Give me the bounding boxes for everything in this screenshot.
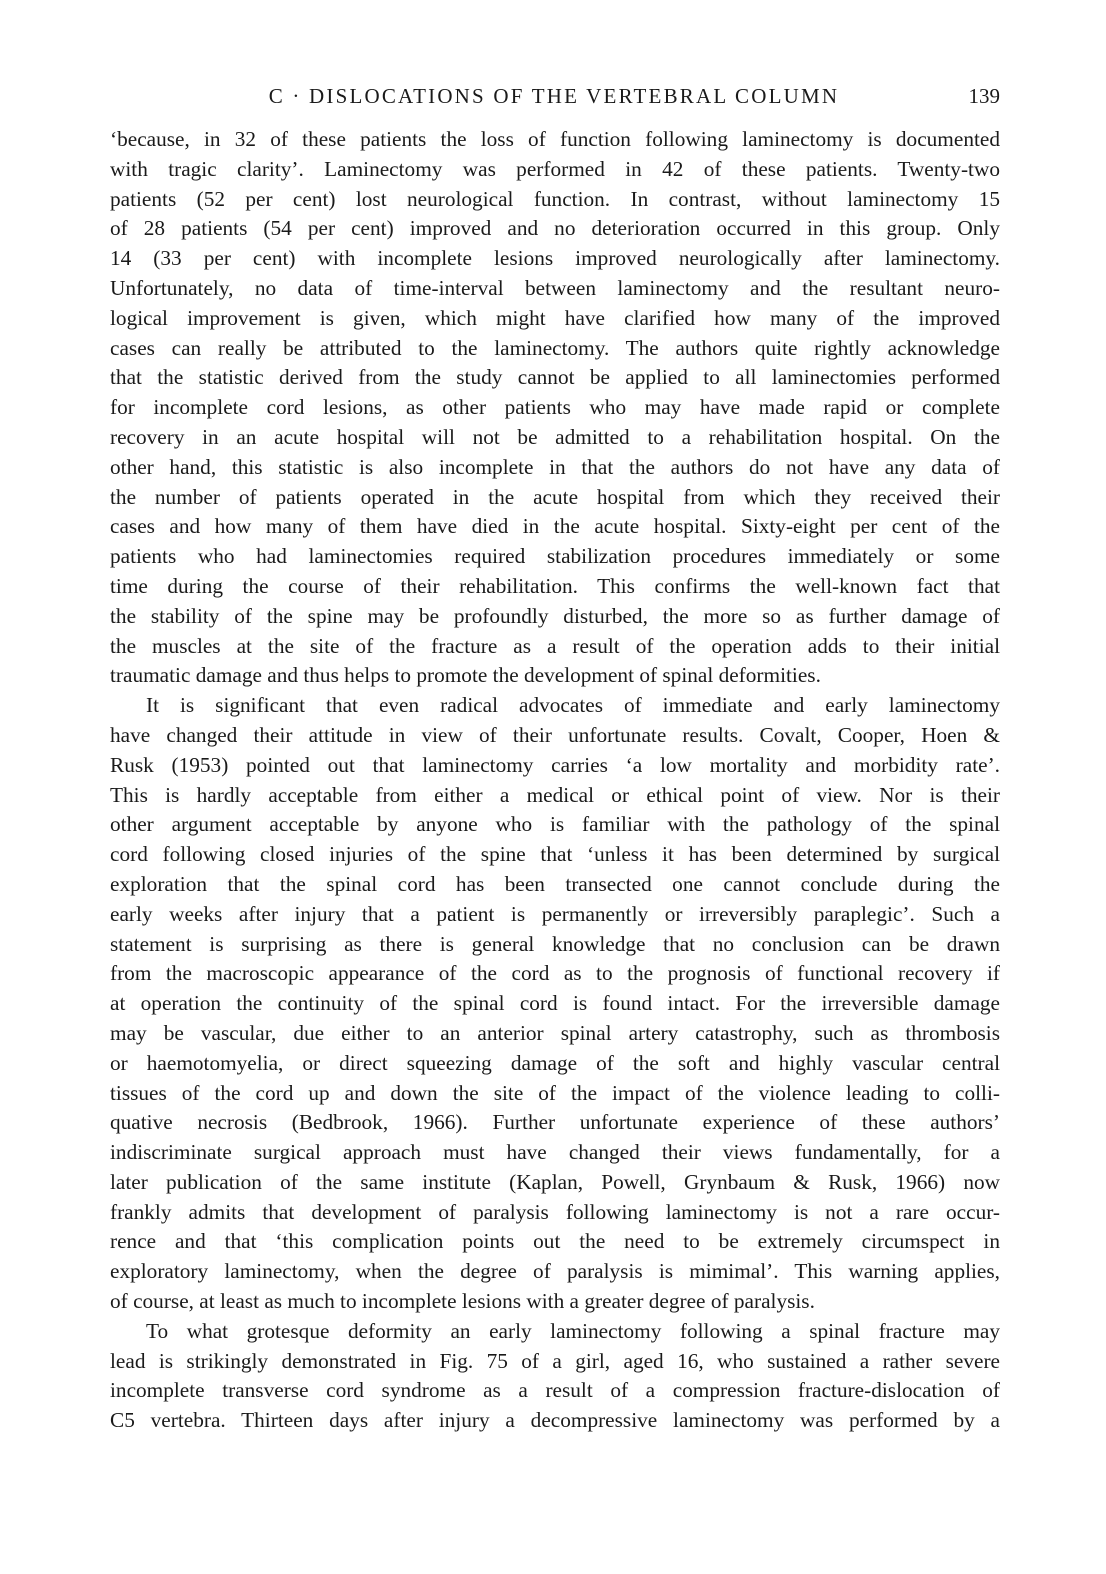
body-text — [110, 125, 1000, 1436]
text-line: logical improvement is given, which might have clarified how many of the improved — [110, 305, 1000, 330]
text-line: C5 vertebra. Thirteen days after injury a decompressive laminectomy was performed by a — [110, 1408, 1000, 1433]
paragraph — [110, 125, 1000, 691]
text-line: may be vascular, due either to an anterior spinal artery catastrophy, such as thrombosis — [110, 1020, 1000, 1045]
text-line: have changed their attitude in view of their unfortunate results. Covalt, Cooper, Hoen & — [110, 722, 1000, 747]
text-line: rence and that ‘this complication points out the need to be extremely circumspect in — [110, 1229, 1000, 1254]
text-line: later publication of the same institute (Kaplan, Powell, Grynbaum & Rusk, 1966) now — [110, 1169, 1000, 1194]
running-head — [108, 80, 1000, 112]
text-line: that the statistic derived from the study cannot be applied to all laminectomies performed — [110, 365, 1000, 390]
text-line: lead is strikingly demonstrated in Fig. 75 of a girl, aged 16, who sustained a rather severe — [110, 1348, 1000, 1373]
paragraph — [110, 691, 1000, 1317]
text-line: Rusk (1953) pointed out that laminectomy carries ‘a low mortality and morbidity rate’. — [110, 752, 1000, 777]
text-line: 14 (33 per cent) with incomplete lesions improved neurologically after laminectomy. — [110, 246, 1000, 271]
text-line: incomplete transverse cord syndrome as a result of a compression fracture-dislocation of — [110, 1378, 1000, 1403]
text-line: for incomplete cord lesions, as other patients who may have made rapid or complete — [110, 395, 1000, 420]
text-line: with tragic clarity’. Laminectomy was performed in 42 of these patients. Twenty-two — [110, 156, 1000, 181]
text-line: tissues of the cord up and down the site of the impact of the violence leading to colli- — [110, 1080, 1000, 1105]
text-line: early weeks after injury that a patient is permanently or irreversibly paraplegic’. Such a — [110, 901, 1000, 926]
text-line: statement is surprising as there is general knowledge that no conclusion can be drawn — [110, 931, 1000, 956]
text-line: other hand, this statistic is also incomplete in that the authors do not have any data of — [110, 454, 1000, 479]
text-line: cord following closed injuries of the spine that ‘unless it has been determined by surgical — [110, 842, 1000, 867]
text-line: other argument acceptable by anyone who is familiar with the pathology of the spinal — [110, 812, 1000, 837]
text-line: recovery in an acute hospital will not be admitted to a rehabilitation hospital. On the — [110, 424, 1000, 449]
text-line: patients who had laminectomies required stabilization procedures immediately or some — [110, 544, 1000, 569]
text-line: ‘because, in 32 of these patients the loss of function following laminectomy is documented — [110, 127, 1000, 151]
text-line: It is significant that even radical advocates of immediate and early laminectomy — [146, 693, 1000, 718]
text-line: This is hardly acceptable from either a medical or ethical point of view. Nor is their — [110, 782, 1000, 807]
text-line: exploratory laminectomy, when the degree of paralysis is mimimal’. This warning applies, — [110, 1259, 1000, 1284]
text-line: To what grotesque deformity an early laminectomy following a spinal fracture may — [146, 1318, 1000, 1343]
text-line: traumatic damage and thus helps to promote the development of spinal deformities. — [110, 663, 821, 688]
text-line: Unfortunately, no data of time-interval between laminectomy and the resultant neuro- — [110, 275, 1000, 300]
text-line: exploration that the spinal cord has been transected one cannot conclude during the — [110, 871, 1000, 896]
text-line: frankly admits that development of paralysis following laminectomy is not a rare occur- — [110, 1199, 1000, 1224]
text-line: the stability of the spine may be profoundly disturbed, the more so as further damage of — [110, 603, 1000, 628]
text-line: quative necrosis (Bedbrook, 1966). Further unfortunate experience of these authors’ — [110, 1110, 1000, 1135]
text-line: at operation the continuity of the spinal cord is found intact. For the irreversible damage — [110, 991, 1000, 1016]
text-line: the muscles at the site of the fracture as a result of the operation adds to their initial — [110, 633, 1000, 658]
paragraph — [110, 1317, 1000, 1436]
text-line: from the macroscopic appearance of the cord as to the prognosis of functional recovery if — [110, 961, 1000, 986]
text-line: time during the course of their rehabilitation. This confirms the well-known fact that — [110, 573, 1000, 598]
text-line: indiscriminate surgical approach must have changed their views fundamentally, for a — [110, 1140, 1000, 1165]
text-line: patients (52 per cent) lost neurological function. In contrast, without laminectomy 15 — [110, 186, 1000, 211]
text-line: the number of patients operated in the acute hospital from which they received their — [110, 484, 1000, 509]
text-line: of course, at least as much to incomplete lesions with a greater degree of paralysis. — [110, 1289, 815, 1314]
text-line: cases can really be attributed to the laminectomy. The authors quite rightly acknowledge — [110, 335, 1000, 360]
text-line: of 28 patients (54 per cent) improved and no deterioration occurred in this group. Only — [110, 216, 1000, 241]
text-line: or haemotomyelia, or direct squeezing damage of the soft and highly vascular central — [110, 1050, 1000, 1075]
text-line: cases and how many of them have died in the acute hospital. Sixty-eight per cent of the — [110, 514, 1000, 539]
running-title: C · DISLOCATIONS OF THE VERTEBRAL COLUMN — [268, 84, 840, 108]
page-number: 139 — [968, 84, 1000, 108]
